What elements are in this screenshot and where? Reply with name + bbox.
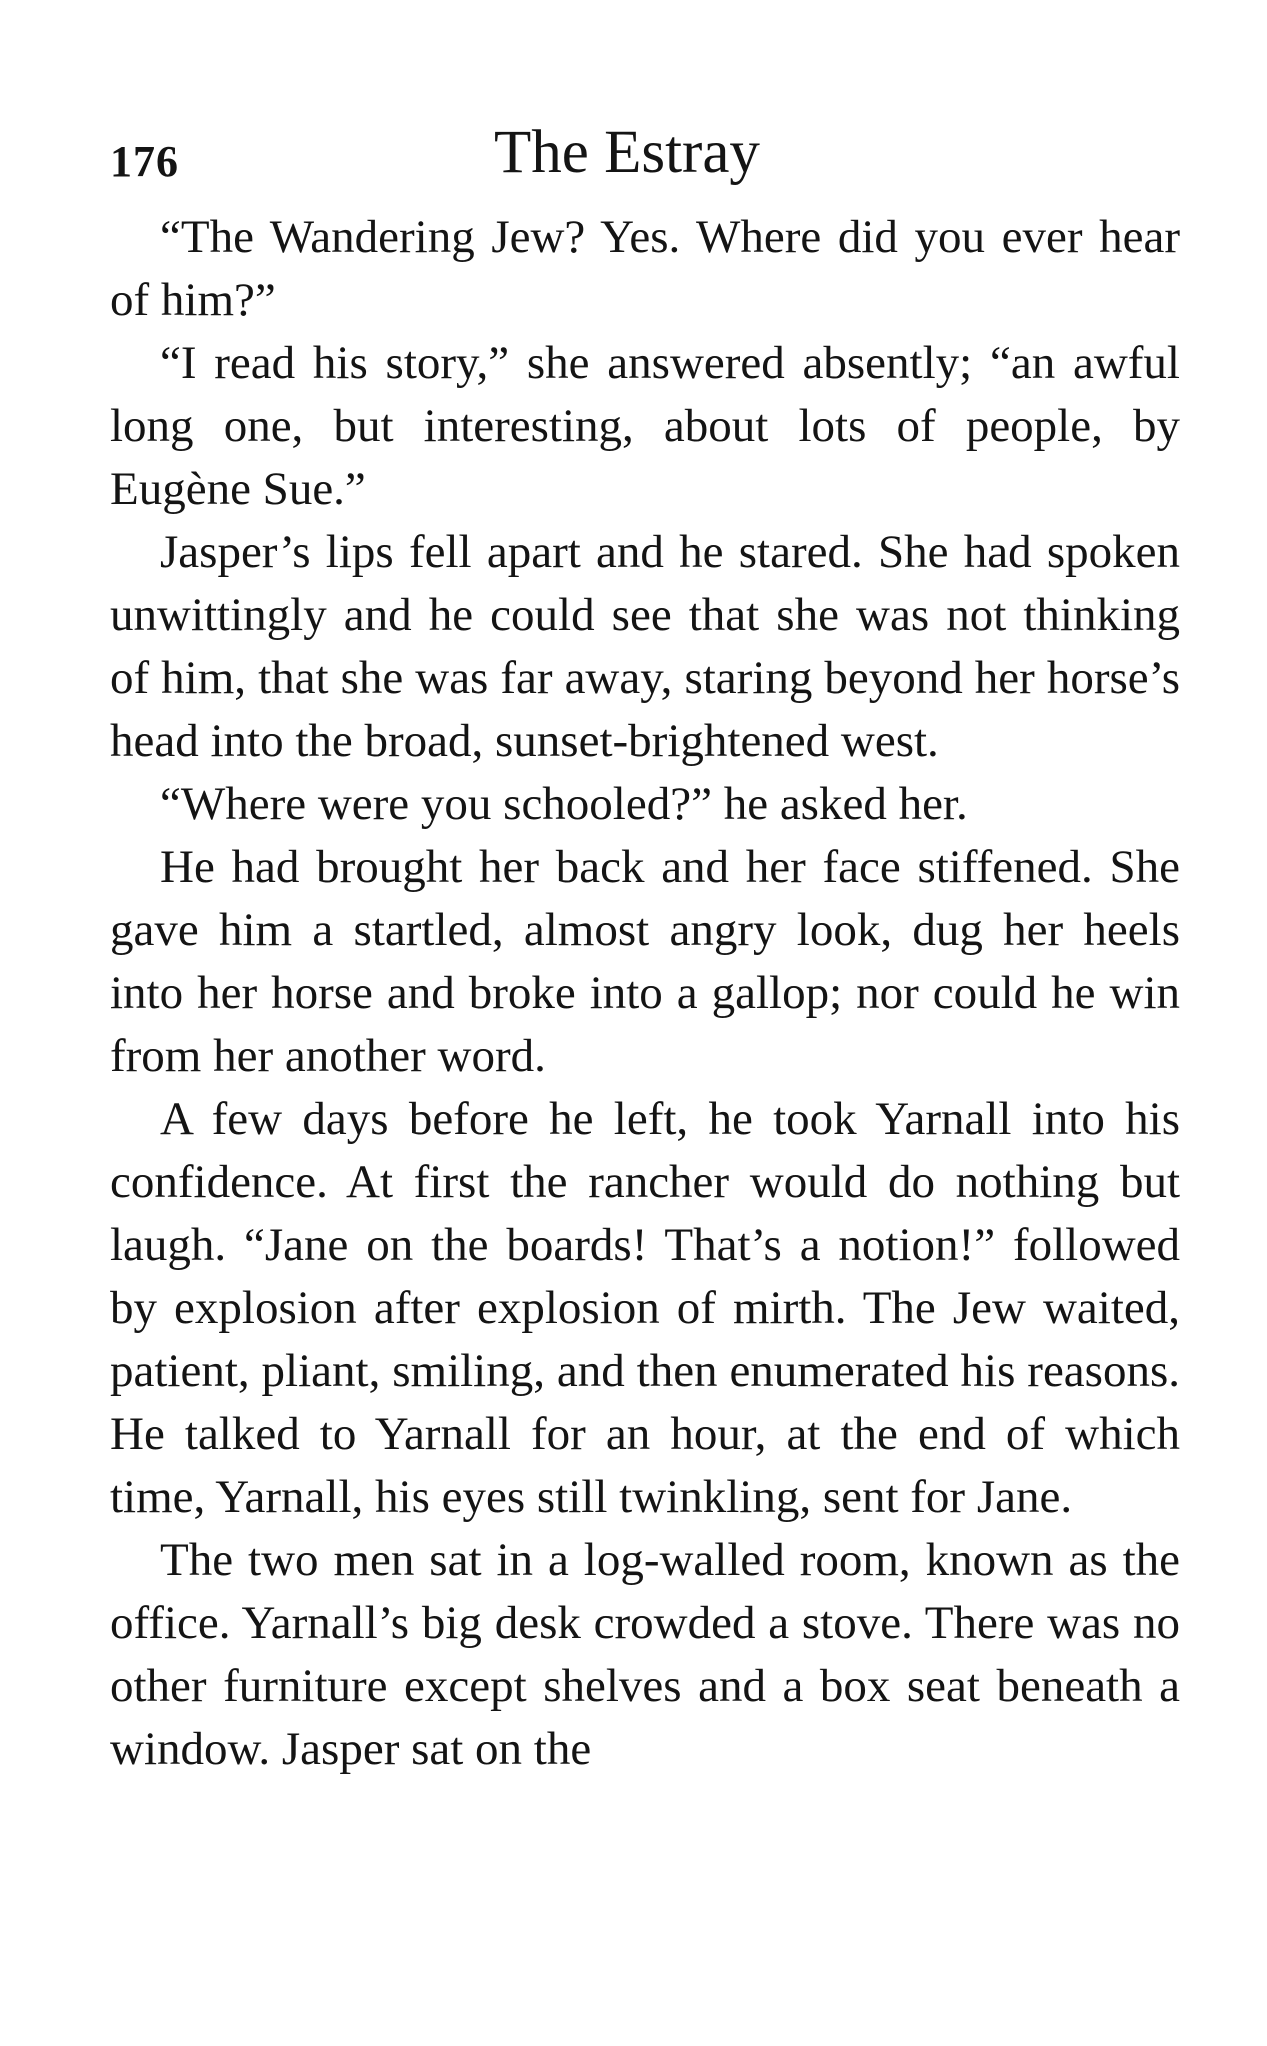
book-page [110, 118, 1180, 1781]
paragraph: “I read his story,” she answered absently; “an awful long one, but interesting, about lots of people, by Eugène Sue.” [110, 337, 1180, 515]
page-number: 176 [110, 137, 179, 186]
paragraph: The two men sat in a log-walled room, known as the office. Yarnall’s big desk crowded a stove. There was no other furniture except shelves and a box seat beneath a window. Jasper sat on the [110, 1534, 1180, 1775]
body-text [110, 206, 1180, 1781]
paragraph: He had brought her back and her face stiffened. She gave him a startled, almost angry look, dug her heels into her horse and broke into a gallop; nor could he win from her another word. [110, 841, 1180, 1082]
paragraph: “Where were you schooled?” he asked her. [160, 778, 968, 830]
page-header [110, 118, 1180, 196]
paragraph: “The Wandering Jew? Yes. Where did you ever hear of him?” [110, 211, 1180, 326]
running-title: The Estray [494, 119, 760, 186]
paragraph: A few days before he left, he took Yarnall into his confidence. At first the rancher would do nothing but laugh. “Jane on the boards! That’s a notion!” followed by explosion after explosion of mirth. The Jew waited, patient, pliant, smiling, and then enumerated his reasons. He talked to Yarnall for an hour, at the end of which time, Yarnall, his eyes still twinkling, sent for Jane. [110, 1093, 1180, 1523]
paragraph: Jasper’s lips fell apart and he stared. She had spoken unwittingly and he could see that she was not thinking of him, that she was far away, staring beyond her horse’s head into the broad, sunset-brightened west. [110, 526, 1180, 767]
